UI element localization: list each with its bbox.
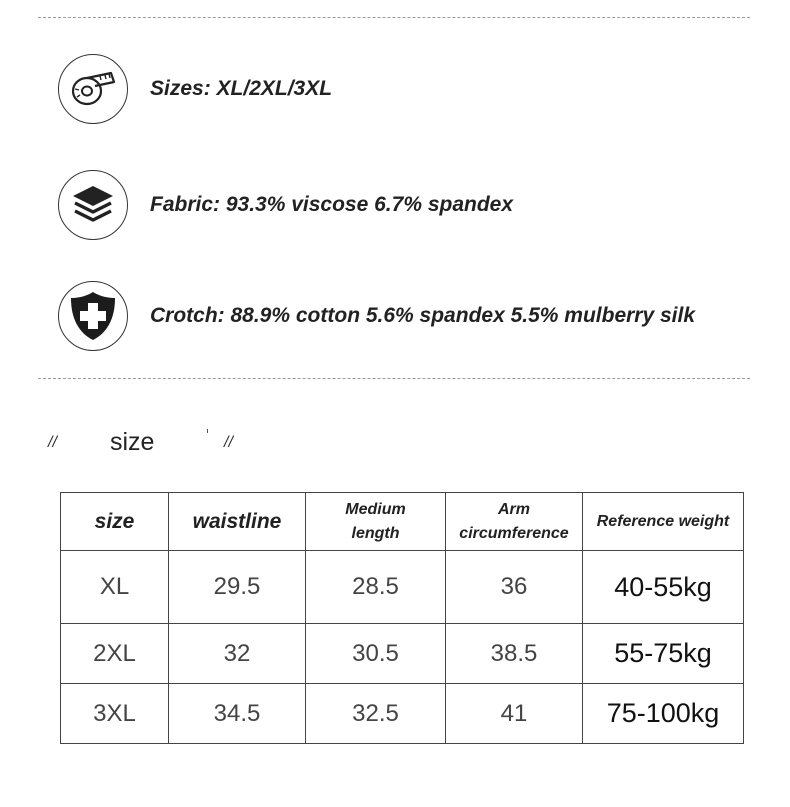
size-section-title: size — [110, 428, 155, 456]
tape-measure-icon — [58, 54, 128, 124]
cell-waistline: 29.5 — [169, 551, 306, 624]
header-waistline: waistline — [169, 493, 306, 551]
cell-medium-length: 32.5 — [306, 684, 446, 744]
shield-cross-icon — [58, 281, 128, 351]
feature-sizes — [58, 54, 332, 124]
middle-divider — [38, 378, 750, 379]
layers-icon — [58, 170, 128, 240]
cell-arm-circumference: 36 — [446, 551, 583, 624]
cell-arm-circumference: 38.5 — [446, 624, 583, 684]
cell-waistline: 32 — [169, 624, 306, 684]
header-reference-weight: Reference weight — [583, 493, 744, 551]
cell-size: 2XL — [61, 624, 169, 684]
decorative-tick — [207, 429, 208, 433]
feature-crotch-text: Crotch: 88.9% cotton 5.6% spandex 5.5% mulberry silk — [150, 304, 696, 327]
feature-fabric-text: Fabric: 93.3% viscose 6.7% spandex — [150, 193, 514, 216]
cell-reference-weight: 55-75kg — [583, 624, 744, 684]
header-size: size — [61, 493, 169, 551]
cell-arm-circumference: 41 — [446, 684, 583, 744]
feature-crotch — [58, 281, 695, 351]
cell-medium-length: 28.5 — [306, 551, 446, 624]
top-divider — [38, 17, 750, 18]
feature-fabric — [58, 170, 513, 240]
table-header-row — [61, 493, 744, 551]
cell-medium-length: 30.5 — [306, 624, 446, 684]
cell-size: 3XL — [61, 684, 169, 744]
table-row — [61, 624, 744, 684]
cell-size: XL — [61, 551, 169, 624]
cell-reference-weight: 40-55kg — [583, 551, 744, 624]
header-arm-circumference: Arm circumference — [446, 493, 583, 551]
cell-reference-weight: 75-100kg — [583, 684, 744, 744]
header-medium-length: Medium length — [306, 493, 446, 551]
table-row — [61, 684, 744, 744]
slash-right: // — [224, 434, 233, 451]
table-row — [61, 551, 744, 624]
size-table — [60, 492, 744, 744]
cell-waistline: 34.5 — [169, 684, 306, 744]
slash-left: // — [48, 434, 57, 451]
feature-sizes-text: Sizes: XL/2XL/3XL — [150, 77, 333, 100]
